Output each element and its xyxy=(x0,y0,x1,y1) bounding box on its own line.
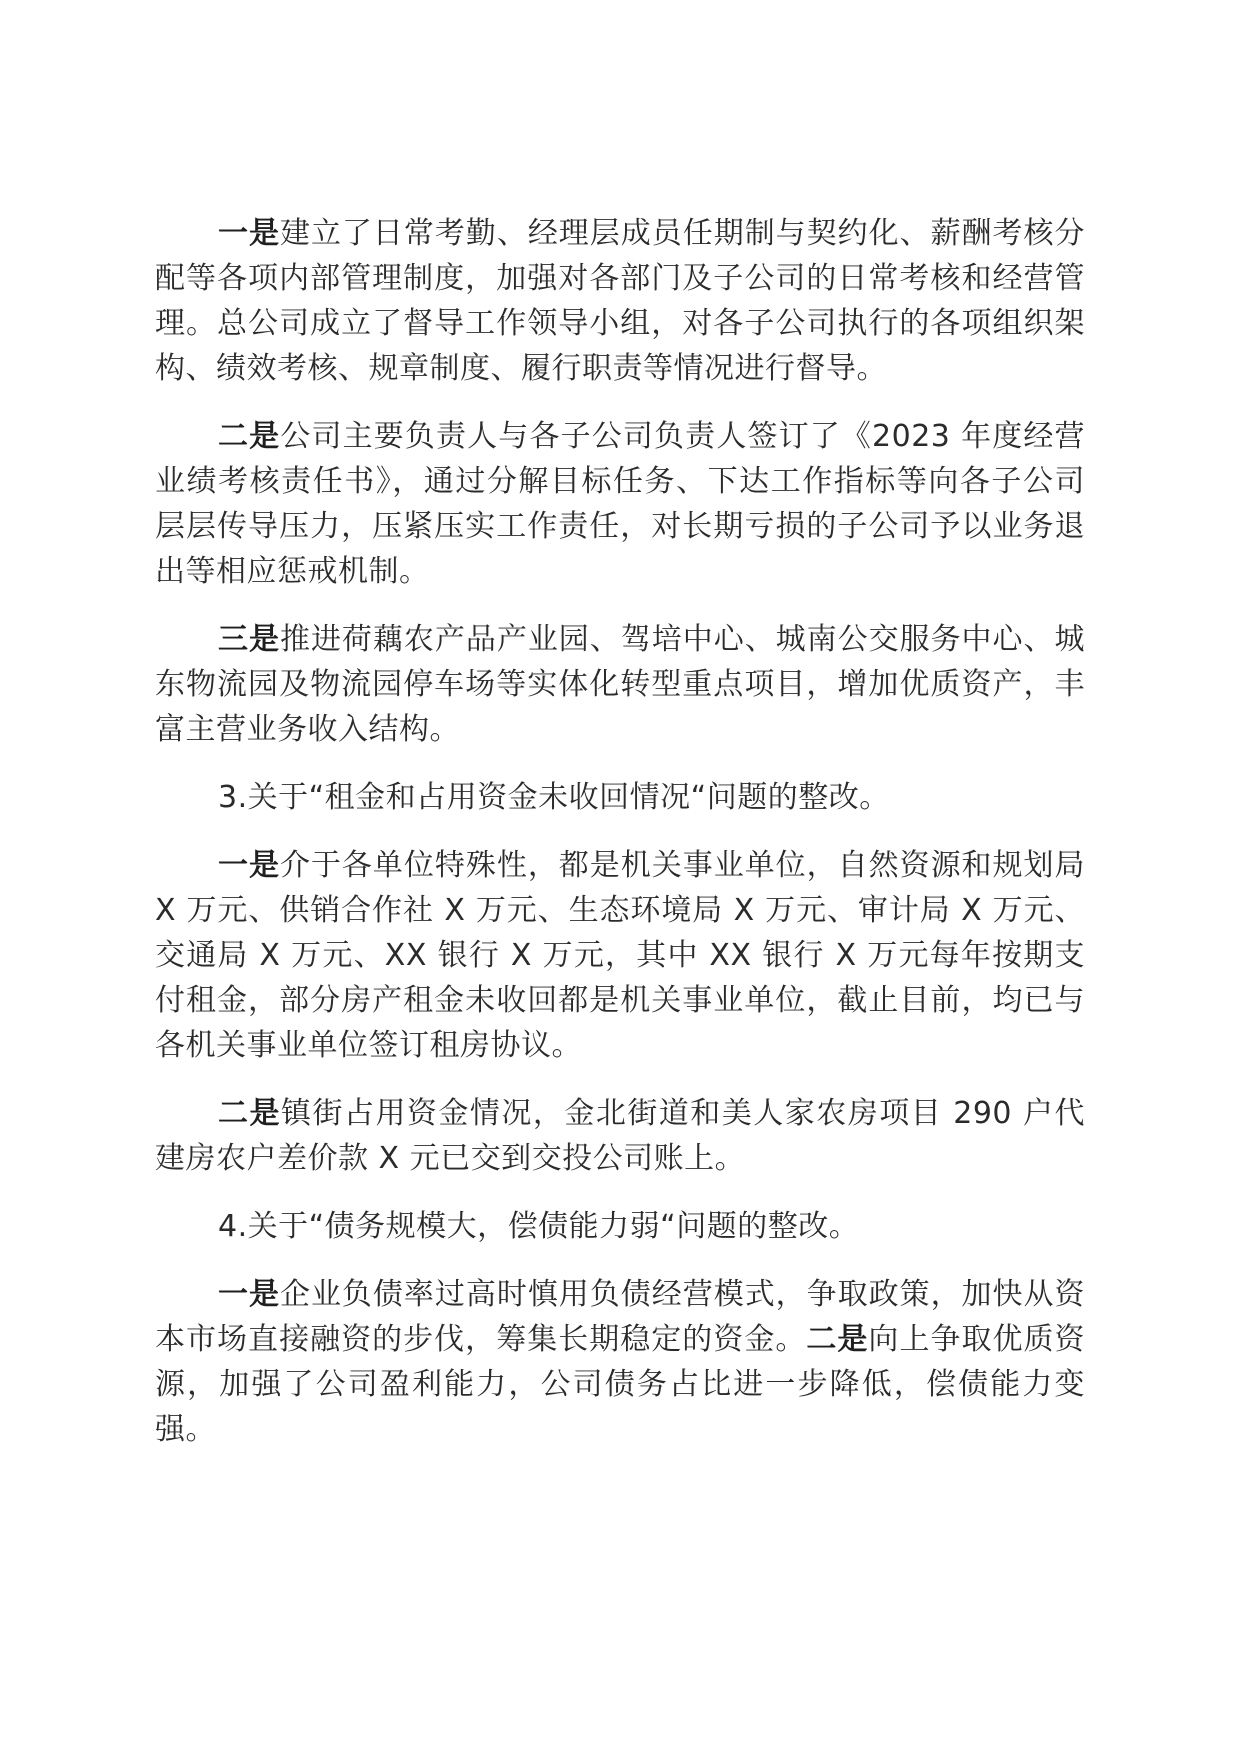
paragraph-4 xyxy=(155,843,1085,1068)
document-page xyxy=(155,211,1085,1475)
paragraph-lead: 一是 xyxy=(218,216,280,251)
paragraph-lead: 二是 xyxy=(218,419,281,454)
section-heading-4 xyxy=(155,1204,1085,1249)
paragraph-lead-2: 二是 xyxy=(806,1322,869,1357)
paragraph-lead: 三是 xyxy=(218,622,280,657)
paragraph-5 xyxy=(155,1091,1085,1181)
paragraph-6 xyxy=(155,1272,1085,1452)
paragraph-text: 企业负债率过高时慎用负债经营模式，争取政策，加快从资本市场直接融资的步伐，筹集长期稳定的资金。 xyxy=(155,1277,1086,1357)
heading-text: 3.关于“租金和占用资金未收回情况“问题的整改。 xyxy=(218,780,890,815)
paragraph-1 xyxy=(155,211,1085,391)
paragraph-lead: 一是 xyxy=(218,848,280,883)
paragraph-text: 推进荷藕农产品产业园、驾培中心、城南公交服务中心、城东物流园及物流园停车场等实体化转型重点项目，增加优质资产，丰富主营业务收入结构。 xyxy=(155,622,1086,747)
paragraph-lead: 二是 xyxy=(218,1096,281,1131)
paragraph-text-2: 向上争取优质资源，加强了公司盈利能力，公司债务占比进一步降低，偿债能力变强。 xyxy=(155,1322,1086,1447)
paragraph-3 xyxy=(155,617,1085,752)
paragraph-text: 公司主要负责人与各子公司负责人签订了《2023 年度经营业绩考核责任书》，通过分解目标任务、下达工作指标等向各子公司层层传导压力，压紧压实工作责任，对长期亏损的子公司予以业务退出等相应惩戒机制。 xyxy=(155,419,1086,589)
paragraph-text: 镇街占用资金情况，金北街道和美人家农房项目 290 户代建房农户差价款 X 元已交到交投公司账上。 xyxy=(155,1096,1085,1176)
paragraph-2 xyxy=(155,414,1085,594)
section-heading-3 xyxy=(155,775,1085,820)
heading-text: 4.关于“债务规模大，偿债能力弱“问题的整改。 xyxy=(218,1209,860,1244)
paragraph-text: 介于各单位特殊性，都是机关事业单位，自然资源和规划局 X 万元、供销合作社 X 万元、生态环境局 X 万元、审计局 X 万元、交通局 X 万元、XX 银行 X 万元，其中 XX 银行 X 万元每年按期支付租金，部分房产租金未收回都是机关事业单位，截止目前，均已与各机关事业单位签订租房协议。 xyxy=(155,848,1086,1063)
paragraph-text: 建立了日常考勤、经理层成员任期制与契约化、薪酬考核分配等各项内部管理制度，加强对各部门及子公司的日常考核和经营管理。总公司成立了督导工作领导小组，对各子公司执行的各项组织架构、绩效考核、规章制度、履行职责等情况进行督导。 xyxy=(155,216,1086,386)
paragraph-lead: 一是 xyxy=(218,1277,280,1312)
